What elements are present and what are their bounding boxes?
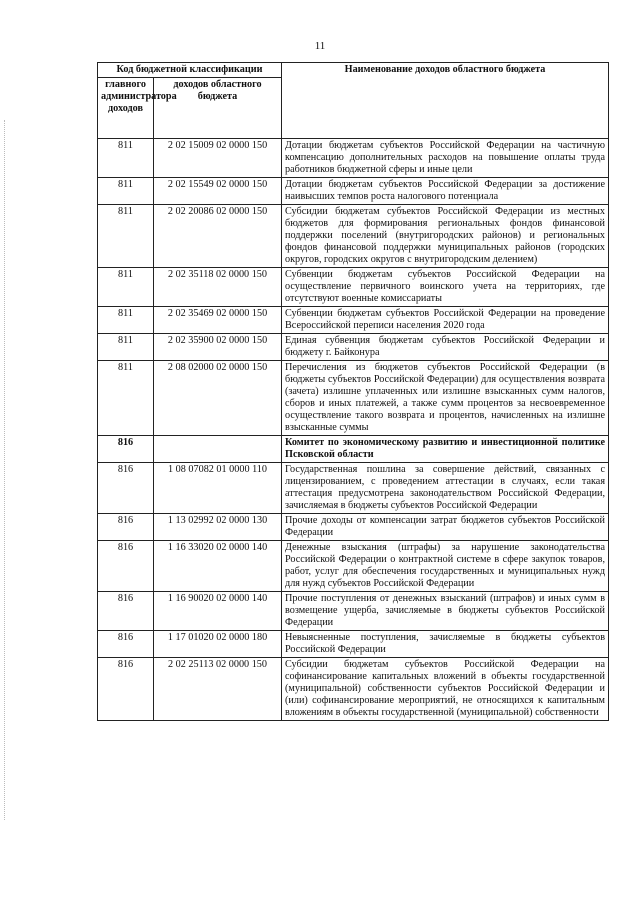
revenue-code-cell: 2 02 25113 02 0000 150: [154, 658, 282, 721]
revenue-name-cell: Невыясненные поступления, зачисляемые в бюджеты субъектов Российской Федерации: [282, 631, 609, 658]
committee-row: [98, 436, 609, 463]
revenue-name-cell: Государственная пошлина за совершение действий, связанных с лицензированием, с проведением аттестации в случаях, если такая аттестация предусмотрена законодательством Российской Федерации, зачисляемая в бюджеты субъектов Российской Федерации: [282, 463, 609, 514]
revenue-code-cell: 1 13 02992 02 0000 130: [154, 514, 282, 541]
admin-code-cell: 816: [98, 541, 154, 592]
admin-code-cell: 816: [98, 463, 154, 514]
revenue-name-cell: Денежные взыскания (штрафы) за нарушение законодательства Российской Федерации о контрактной системе в сфере закупок товаров, работ, услуг для обеспечения государственных и муниципальных нужд для нужд субъектов Российской Федерации: [282, 541, 609, 592]
table-body: [98, 139, 609, 721]
scan-edge-marks: [4, 120, 7, 820]
admin-code-cell: 811: [98, 268, 154, 307]
revenue-code-cell: 1 17 01020 02 0000 180: [154, 631, 282, 658]
revenue-name-cell: Дотации бюджетам субъектов Российской Федерации за достижение наивысших темпов роста налогового потенциала: [282, 178, 609, 205]
budget-classification-table: [97, 62, 609, 721]
revenue-code-cell: 2 02 35469 02 0000 150: [154, 307, 282, 334]
header-admin: главного администратора доходов: [98, 78, 154, 139]
header-revenue-name: Наименование доходов областного бюджета: [282, 63, 609, 139]
admin-code-cell: 816: [98, 592, 154, 631]
table-row: [98, 631, 609, 658]
page-number: 11: [314, 40, 326, 52]
revenue-code-cell: 1 08 07082 01 0000 110: [154, 463, 282, 514]
revenue-code-cell: 2 08 02000 02 0000 150: [154, 361, 282, 436]
revenue-name-cell: Перечисления из бюджетов субъектов Российской Федерации (в бюджеты субъектов Российской Федерации) для осуществления возврата (зачета) излишне уплаченных или излишне взысканных сумм налогов, сборов и иных платежей, а также сумм процентов за несвоевременное осуществление такого возврата и процентов, начисленных на излишне взысканные суммы: [282, 361, 609, 436]
revenue-name-cell: Субвенции бюджетам субъектов Российской Федерации на осуществление первичного воинского учета на территориях, где отсутствуют военные комиссариаты: [282, 268, 609, 307]
revenue-name-cell: Прочие доходы от компенсации затрат бюджетов субъектов Российской Федерации: [282, 514, 609, 541]
table-row: [98, 268, 609, 307]
table-row: [98, 514, 609, 541]
header-classification-code: Код бюджетной классификации: [98, 63, 282, 78]
header-revenue-code: доходов областного бюджета: [154, 78, 282, 139]
table-row: [98, 334, 609, 361]
revenue-name-cell: Прочие поступления от денежных взысканий (штрафов) и иных сумм в возмещение ущерба, зачисляемые в бюджеты субъектов Российской Федерации: [282, 592, 609, 631]
revenue-code-cell: 1 16 33020 02 0000 140: [154, 541, 282, 592]
revenue-code-cell: 2 02 35118 02 0000 150: [154, 268, 282, 307]
admin-code-cell: 816: [98, 658, 154, 721]
admin-code-cell: 811: [98, 139, 154, 178]
table-row: [98, 361, 609, 436]
revenue-name-cell: Субсидии бюджетам субъектов Российской Федерации из местных бюджетов для формирования региональных фондов финансовой поддержки поселений (внутригородских районов) и региональных фондов финансовой поддержки муниципальных районов (городских округов, городских округов с внутригородским делением): [282, 205, 609, 268]
revenue-name-cell: Субвенции бюджетам субъектов Российской Федерации на проведение Всероссийской переписи населения 2020 года: [282, 307, 609, 334]
revenue-code-cell: 2 02 20086 02 0000 150: [154, 205, 282, 268]
admin-code-cell: 816: [98, 631, 154, 658]
admin-code-cell: 816: [98, 436, 154, 463]
revenue-code-cell: 1 16 90020 02 0000 140: [154, 592, 282, 631]
revenue-code-cell: 2 02 15549 02 0000 150: [154, 178, 282, 205]
admin-code-cell: 811: [98, 178, 154, 205]
revenue-name-cell: Единая субвенция бюджетам субъектов Российской Федерации и бюджету г. Байконура: [282, 334, 609, 361]
revenue-name-cell: Субсидии бюджетам субъектов Российской Федерации на софинансирование капитальных вложений в объекты государственной (муниципальной) собственности субъектов Российской Федерации и (или) софинансирование мероприятий, не относящихся к капитальным вложениям в объекты государственной (муниципальной) собственности: [282, 658, 609, 721]
table-row: [98, 205, 609, 268]
admin-code-cell: 811: [98, 361, 154, 436]
revenue-code-cell: 2 02 15009 02 0000 150: [154, 139, 282, 178]
revenue-code-cell: [154, 436, 282, 463]
table-row: [98, 178, 609, 205]
table-row: [98, 139, 609, 178]
table-row: [98, 307, 609, 334]
table-row: [98, 658, 609, 721]
revenue-code-cell: 2 02 35900 02 0000 150: [154, 334, 282, 361]
table-row: [98, 592, 609, 631]
revenue-name-cell: Комитет по экономическому развитию и инвестиционной политике Псковской области: [282, 436, 609, 463]
admin-code-cell: 816: [98, 514, 154, 541]
admin-code-cell: 811: [98, 334, 154, 361]
table-row: [98, 541, 609, 592]
revenue-name-cell: Дотации бюджетам субъектов Российской Федерации на частичную компенсацию дополнительных расходов на повышение оплаты труда работников бюджетной сферы и иные цели: [282, 139, 609, 178]
admin-code-cell: 811: [98, 205, 154, 268]
table-row: [98, 463, 609, 514]
admin-code-cell: 811: [98, 307, 154, 334]
table-header-row-1: [98, 63, 609, 78]
